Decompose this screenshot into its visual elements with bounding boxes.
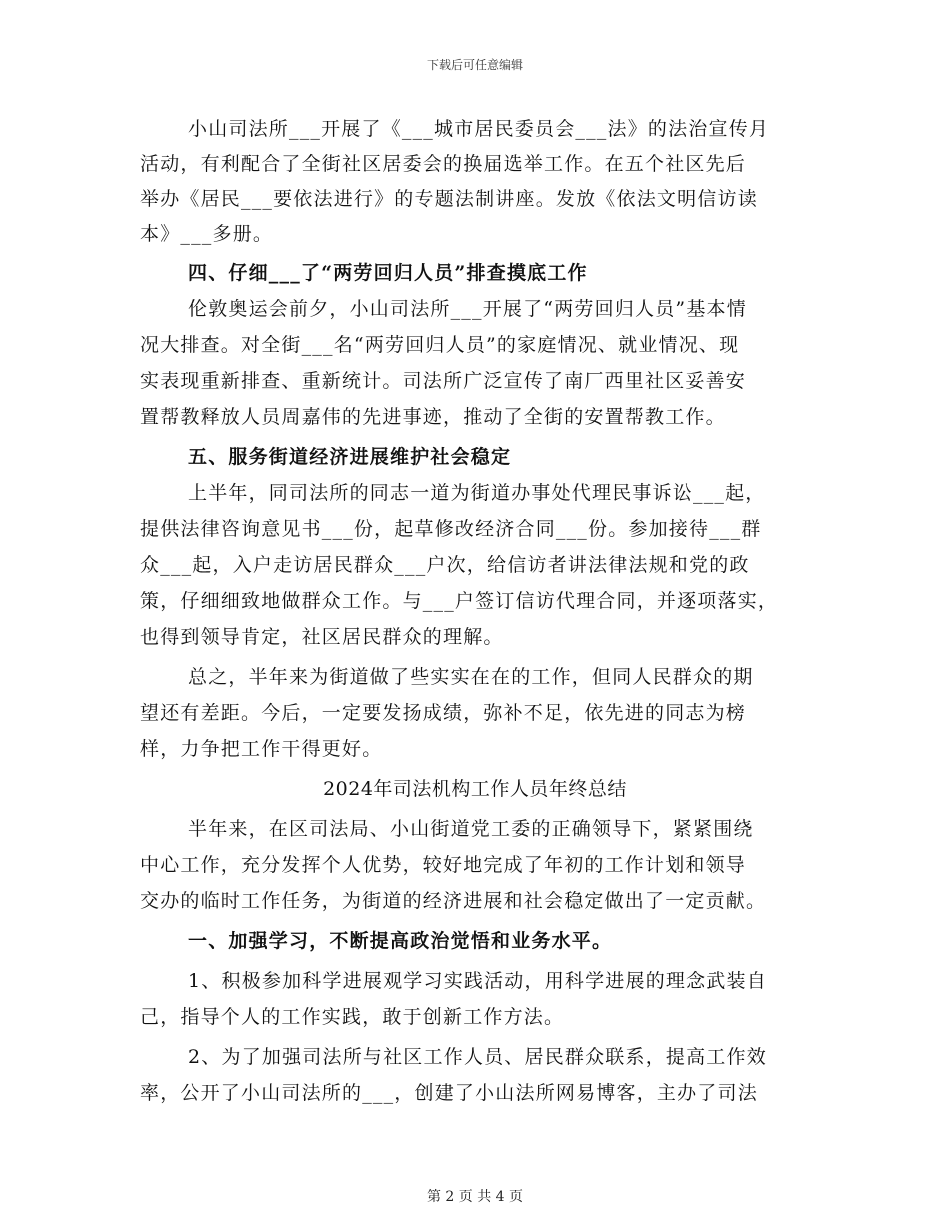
document-title: 2024年司法机构工作人员年终总结 (323, 778, 627, 800)
body-line: 样，力争把工作干得更好。 (140, 738, 383, 760)
body-line: 小山司法所___开展了《___城市居民委员会___法》的法治宣传月 (188, 118, 770, 140)
body-line: 1、积极参加科学进展观学习实践活动，用科学进展的理念武装自 (188, 970, 767, 992)
body-line: 举办《居民___要依法进行》的专题法制讲座。发放《依法文明信访读 (140, 188, 758, 210)
page-footer: 第 2 页 共 4 页 (426, 1189, 524, 1205)
body-line: 况大排查。对全街___名“两劳回归人员”的家庭情况、就业情况、现 (140, 334, 740, 356)
body-line: 己，指导个人的工作实践，敢于创新工作方法。 (140, 1006, 565, 1028)
body-line: 活动，有利配合了全街社区居委会的换届选举工作。在五个社区先后 (140, 153, 747, 175)
body-line: 总之，半年来为街道做了些实实在在的工作，但同人民群众的期 (188, 666, 754, 688)
body-line: 众___起，入户走访居民群众___户次，给信访者讲法律法规和党的政 (140, 554, 750, 576)
body-line: 实表现重新排查、重新统计。司法所广泛宣传了南厂西里社区妥善安 (140, 370, 747, 392)
body-line: 2、为了加强司法所与社区工作人员、居民群众联系，提高工作效 (188, 1046, 767, 1068)
section-heading: 一、加强学习，不断提高政治觉悟和业务水平。 (188, 930, 613, 952)
body-line: 置帮教释放人员周嘉伟的先进事迹，推动了全街的安置帮教工作。 (140, 406, 726, 428)
body-line: 策，仔细细致地做群众工作。与___户签订信访代理合同，并逐项落实， (140, 590, 779, 612)
body-line: 率，公开了小山司法所的___，创建了小山法所网易博客，主办了司法 (140, 1082, 758, 1104)
body-line: 交办的临时工作任务，为街道的经济进展和社会稳定做出了一定贡献。 (140, 890, 767, 912)
section-heading: 四、仔细___了“两劳回归人员”排查摸底工作 (188, 262, 588, 284)
body-line: 望还有差距。今后，一定要发扬成绩，弥补不足，依先进的同志为榜 (140, 702, 747, 724)
section-heading: 五、服务街道经济进展维护社会稳定 (188, 446, 512, 468)
body-line: 也得到领导肯定，社区居民群众的理解。 (140, 626, 504, 648)
body-line: 提供法律咨询意见书___份，起草修改经济合同___份。参加接待___群 (140, 518, 762, 540)
body-line: 上半年，同司法所的同志一道为街道办事处代理民事诉讼___起， (188, 482, 766, 504)
body-line: 半年来，在区司法局、小山街道党工委的正确领导下，紧紧围绕 (188, 818, 754, 840)
body-line: 中心工作，充分发挥个人优势，较好地完成了年初的工作计划和领导 (140, 854, 747, 876)
body-line: 伦敦奥运会前夕，小山司法所___开展了“两劳回归人员”基本情 (188, 298, 747, 320)
body-line: 本》___多册。 (140, 223, 274, 245)
page-header: 下载后可任意编辑 (426, 58, 523, 72)
